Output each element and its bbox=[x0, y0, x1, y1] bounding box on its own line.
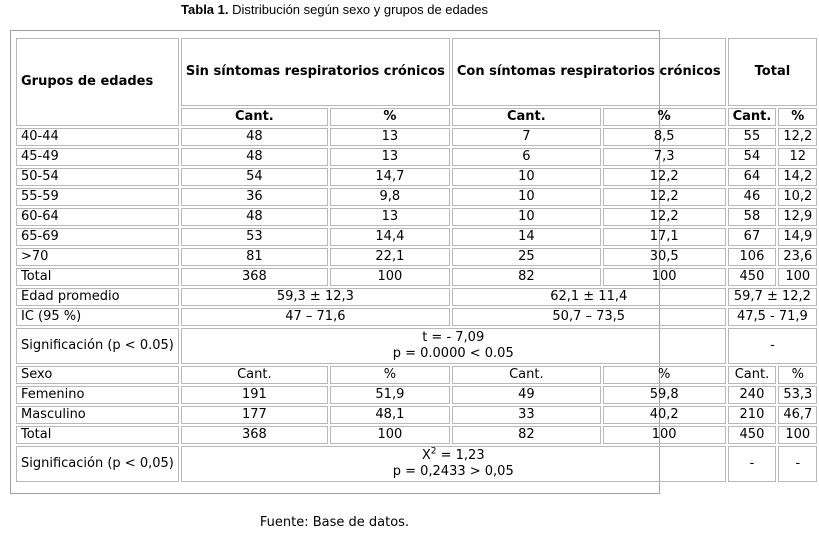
table-row bbox=[16, 406, 817, 424]
cell-pct-2: 12,2 bbox=[603, 188, 726, 206]
cell-pct-total: 14,2 bbox=[778, 168, 817, 186]
table-caption bbox=[0, 2, 669, 17]
cell-cant-1: 48 bbox=[181, 148, 328, 166]
row-label: 50-54 bbox=[16, 168, 179, 186]
data-table bbox=[14, 36, 819, 484]
cell-cant-total: 64 bbox=[728, 168, 777, 186]
cell-pct-1: 100 bbox=[330, 426, 450, 444]
cell-cant-1: 81 bbox=[181, 248, 328, 266]
cell-pct-2: 40,2 bbox=[603, 406, 726, 424]
ci-without: 47 – 71,6 bbox=[181, 308, 450, 326]
table-row bbox=[16, 228, 817, 246]
row-label: IC (95 %) bbox=[16, 308, 179, 326]
cell-pct-2: 100 bbox=[603, 268, 726, 286]
cell-cant-2: 10 bbox=[452, 208, 601, 226]
source-note: Fuente: Base de datos. bbox=[259, 515, 410, 530]
cell-pct-1: 14,7 bbox=[330, 168, 450, 186]
subheader-cant-2: Cant. bbox=[452, 108, 601, 126]
row-label: 65-69 bbox=[16, 228, 179, 246]
cell-pct-1: 48,1 bbox=[330, 406, 450, 424]
table-row bbox=[16, 248, 817, 266]
row-label: 40-44 bbox=[16, 128, 179, 146]
t-statistic: t = - 7,09 bbox=[422, 330, 485, 345]
cell-pct-total: 53,3 bbox=[778, 386, 817, 404]
sex-header-cant-1: Cant. bbox=[181, 366, 328, 384]
sex-header-row bbox=[16, 366, 817, 384]
table-row bbox=[16, 208, 817, 226]
cell-cant-total: 67 bbox=[728, 228, 777, 246]
cell-pct-1: 13 bbox=[330, 148, 450, 166]
significance-sex-value bbox=[181, 446, 726, 482]
header-with-symptoms: Con síntomas respiratorios crónicos bbox=[452, 38, 726, 106]
cell-cant-total: 54 bbox=[728, 148, 777, 166]
row-label: Total bbox=[16, 268, 179, 286]
subheader-pct-total: % bbox=[778, 108, 817, 126]
cell-cant-1: 54 bbox=[181, 168, 328, 186]
chi-value: = 1,23 bbox=[436, 448, 485, 463]
caption-text: Distribución según sexo y grupos de edades bbox=[232, 2, 488, 17]
table-row bbox=[16, 168, 817, 186]
p-value: p = 0,2433 > 0,05 bbox=[392, 464, 514, 479]
cell-cant-2: 7 bbox=[452, 128, 601, 146]
cell-pct-2: 12,2 bbox=[603, 168, 726, 186]
subheader-pct-1: % bbox=[330, 108, 450, 126]
cell-pct-total: 12,2 bbox=[778, 128, 817, 146]
row-label: Femenino bbox=[16, 386, 179, 404]
cell-cant-2: 10 bbox=[452, 188, 601, 206]
cell-pct-2: 8,5 bbox=[603, 128, 726, 146]
cell-cant-1: 48 bbox=[181, 208, 328, 226]
caption-prefix: Tabla 1. bbox=[181, 2, 229, 17]
cell-cant-1: 368 bbox=[181, 426, 328, 444]
chi-square-statistic bbox=[186, 448, 721, 464]
mean-age-without: 59,3 ± 12,3 bbox=[181, 288, 450, 306]
cell-pct-2: 100 bbox=[603, 426, 726, 444]
sex-header-pct-1: % bbox=[330, 366, 450, 384]
cell-pct-total: 23,6 bbox=[778, 248, 817, 266]
cell-cant-total: 210 bbox=[728, 406, 777, 424]
cell-pct-1: 14,4 bbox=[330, 228, 450, 246]
cell-pct-1: 22,1 bbox=[330, 248, 450, 266]
cell-cant-2: 49 bbox=[452, 386, 601, 404]
cell-pct-total: 46,7 bbox=[778, 406, 817, 424]
table-row bbox=[16, 386, 817, 404]
cell-pct-total: 10,2 bbox=[778, 188, 817, 206]
row-label: Significación (p < 0,05) bbox=[16, 446, 179, 482]
table-row bbox=[16, 188, 817, 206]
cell-cant-total: 58 bbox=[728, 208, 777, 226]
cell-cant-total: 55 bbox=[728, 128, 777, 146]
row-label: Total bbox=[16, 426, 179, 444]
row-label: >70 bbox=[16, 248, 179, 266]
header-total: Total bbox=[728, 38, 818, 106]
cell-pct-1: 9,8 bbox=[330, 188, 450, 206]
cell-cant-2: 25 bbox=[452, 248, 601, 266]
cell-pct-2: 17,1 bbox=[603, 228, 726, 246]
row-label: Masculino bbox=[16, 406, 179, 424]
cell-cant-2: 10 bbox=[452, 168, 601, 186]
cell-cant-total: 46 bbox=[728, 188, 777, 206]
row-label: 45-49 bbox=[16, 148, 179, 166]
row-label: 60-64 bbox=[16, 208, 179, 226]
header-without-symptoms: Sin síntomas respiratorios crónicos bbox=[181, 38, 450, 106]
sex-header-cant-2: Cant. bbox=[452, 366, 601, 384]
mean-age-total: 59,7 ± 12,2 bbox=[728, 288, 818, 306]
row-label: Significación (p < 0.05) bbox=[16, 328, 179, 364]
cell-cant-2: 6 bbox=[452, 148, 601, 166]
header-row bbox=[16, 38, 817, 106]
table-row bbox=[16, 148, 817, 166]
cell-cant-2: 82 bbox=[452, 426, 601, 444]
cell-cant-1: 177 bbox=[181, 406, 328, 424]
subheader-cant-total: Cant. bbox=[728, 108, 777, 126]
ci-row bbox=[16, 308, 817, 326]
row-label: Sexo bbox=[16, 366, 179, 384]
cell-cant-2: 14 bbox=[452, 228, 601, 246]
cell-pct-1: 51,9 bbox=[330, 386, 450, 404]
cell-cant-total: 450 bbox=[728, 268, 777, 286]
subheader-pct-2: % bbox=[603, 108, 726, 126]
cell-pct-2: 7,3 bbox=[603, 148, 726, 166]
cell-pct-total: 12 bbox=[778, 148, 817, 166]
sex-header-cant-total: Cant. bbox=[728, 366, 777, 384]
cell-cant-total: 450 bbox=[728, 426, 777, 444]
cell-cant-1: 191 bbox=[181, 386, 328, 404]
cell-pct-total: 100 bbox=[778, 426, 817, 444]
p-value: p = 0.0000 < 0.05 bbox=[392, 346, 514, 361]
cell-cant-1: 368 bbox=[181, 268, 328, 286]
cell-pct-total: 12,9 bbox=[778, 208, 817, 226]
table-row bbox=[16, 128, 817, 146]
cell-pct-total: 14,9 bbox=[778, 228, 817, 246]
ci-total: 47,5 - 71,9 bbox=[728, 308, 818, 326]
cell-cant-2: 33 bbox=[452, 406, 601, 424]
cell-cant-1: 36 bbox=[181, 188, 328, 206]
significance-age-total: - bbox=[728, 328, 818, 364]
sex-header-pct-total: % bbox=[778, 366, 817, 384]
chi-exponent: 2 bbox=[430, 446, 437, 457]
cell-cant-1: 53 bbox=[181, 228, 328, 246]
row-label: 55-59 bbox=[16, 188, 179, 206]
cell-cant-1: 48 bbox=[181, 128, 328, 146]
significance-age-row bbox=[16, 328, 817, 364]
cell-pct-total: 100 bbox=[778, 268, 817, 286]
cell-pct-2: 59,8 bbox=[603, 386, 726, 404]
sex-header-pct-2: % bbox=[603, 366, 726, 384]
mean-age-row bbox=[16, 288, 817, 306]
table-row-total bbox=[16, 268, 817, 286]
significance-sex-row bbox=[16, 446, 817, 482]
cell-cant-2: 82 bbox=[452, 268, 601, 286]
cell-pct-1: 13 bbox=[330, 208, 450, 226]
subheader-cant-1: Cant. bbox=[181, 108, 328, 126]
significance-sex-total-pct: - bbox=[778, 446, 817, 482]
row-label: Edad promedio bbox=[16, 288, 179, 306]
cell-pct-2: 30,5 bbox=[603, 248, 726, 266]
significance-sex-total-cant: - bbox=[728, 446, 777, 482]
cell-pct-1: 13 bbox=[330, 128, 450, 146]
ci-with: 50,7 – 73,5 bbox=[452, 308, 726, 326]
mean-age-with: 62,1 ± 11,4 bbox=[452, 288, 726, 306]
chi-symbol: X bbox=[421, 448, 431, 463]
header-group-label: Grupos de edades bbox=[16, 38, 179, 126]
cell-cant-total: 240 bbox=[728, 386, 777, 404]
cell-pct-2: 12,2 bbox=[603, 208, 726, 226]
cell-cant-total: 106 bbox=[728, 248, 777, 266]
significance-age-value bbox=[181, 328, 726, 364]
table-row-total bbox=[16, 426, 817, 444]
cell-pct-1: 100 bbox=[330, 268, 450, 286]
